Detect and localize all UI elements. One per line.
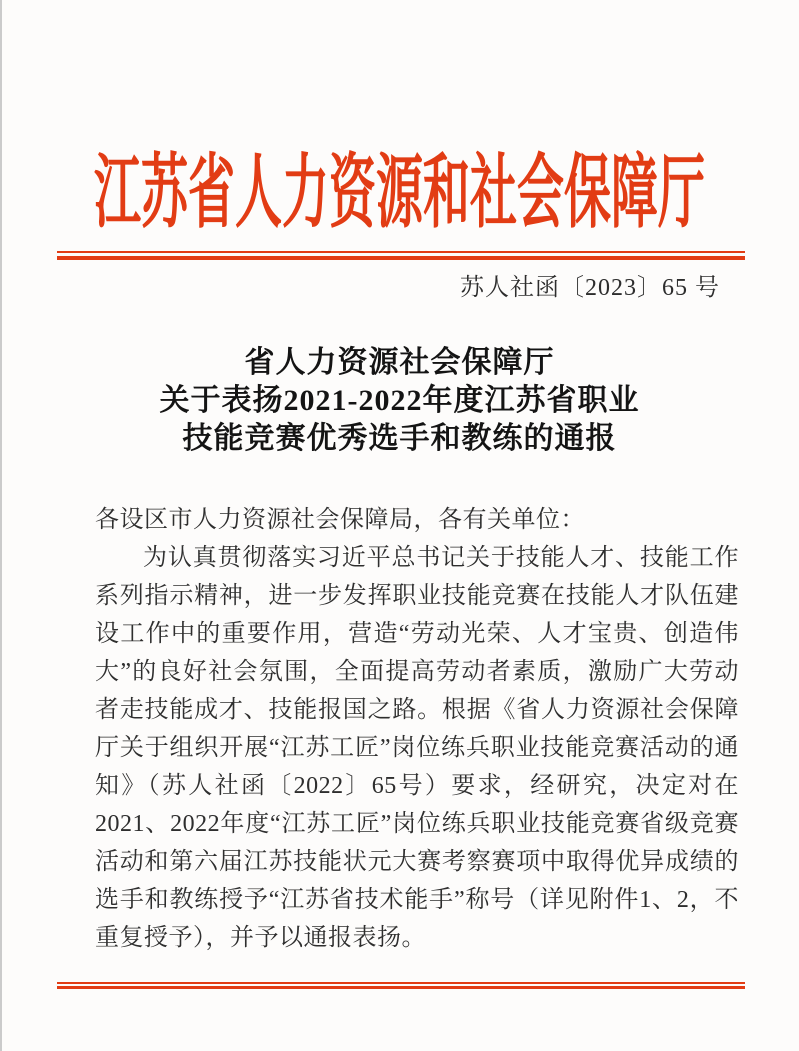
document-title-line-2: 关于表扬2021-2022年度江苏省职业	[159, 384, 640, 417]
document-body	[95, 501, 739, 957]
document-title-line-1: 省人力资源社会保障厅	[244, 346, 555, 379]
salutation: 各设区市人力资源社会保障局，各有关单位：	[95, 507, 585, 533]
body-paragraph: 为认真贯彻落实习近平总书记关于技能人才、技能工作系列指示精神，进一步发挥职业技能竞赛在技能人才队伍建设工作中的重要作用，营造“劳动光荣、人才宝贵、创造伟大”的良好社会氛围，全面提高劳动者素质，激励广大劳动者走技能成才、技能报国之路。根据《省人力资源社会保障厅关于组织开展“江苏工匠”岗位练兵职业技能竞赛活动的通知》（苏人社函〔2022〕65号）要求，经研究，决定对在2021、2022年度“江苏工匠”岗位练兵职业技能竞赛省级竞赛活动和第六届江苏技能状元大赛考察赛项中取得优异成绩的选手和教练授予“江苏省技术能手”称号（详见附件1、2，不重复授予），并予以通报表扬。	[95, 545, 739, 951]
agency-masthead-text: 江苏省人力资源和社会保障厅	[94, 149, 705, 239]
document-title-line-3: 技能竞赛优秀选手和教练的通报	[182, 422, 617, 455]
document-title	[0, 344, 799, 458]
header-rule	[57, 251, 745, 260]
agency-masthead	[0, 146, 799, 242]
doc-number: 苏人社函〔2023〕65 号	[460, 275, 720, 301]
footer-rule	[57, 982, 745, 989]
